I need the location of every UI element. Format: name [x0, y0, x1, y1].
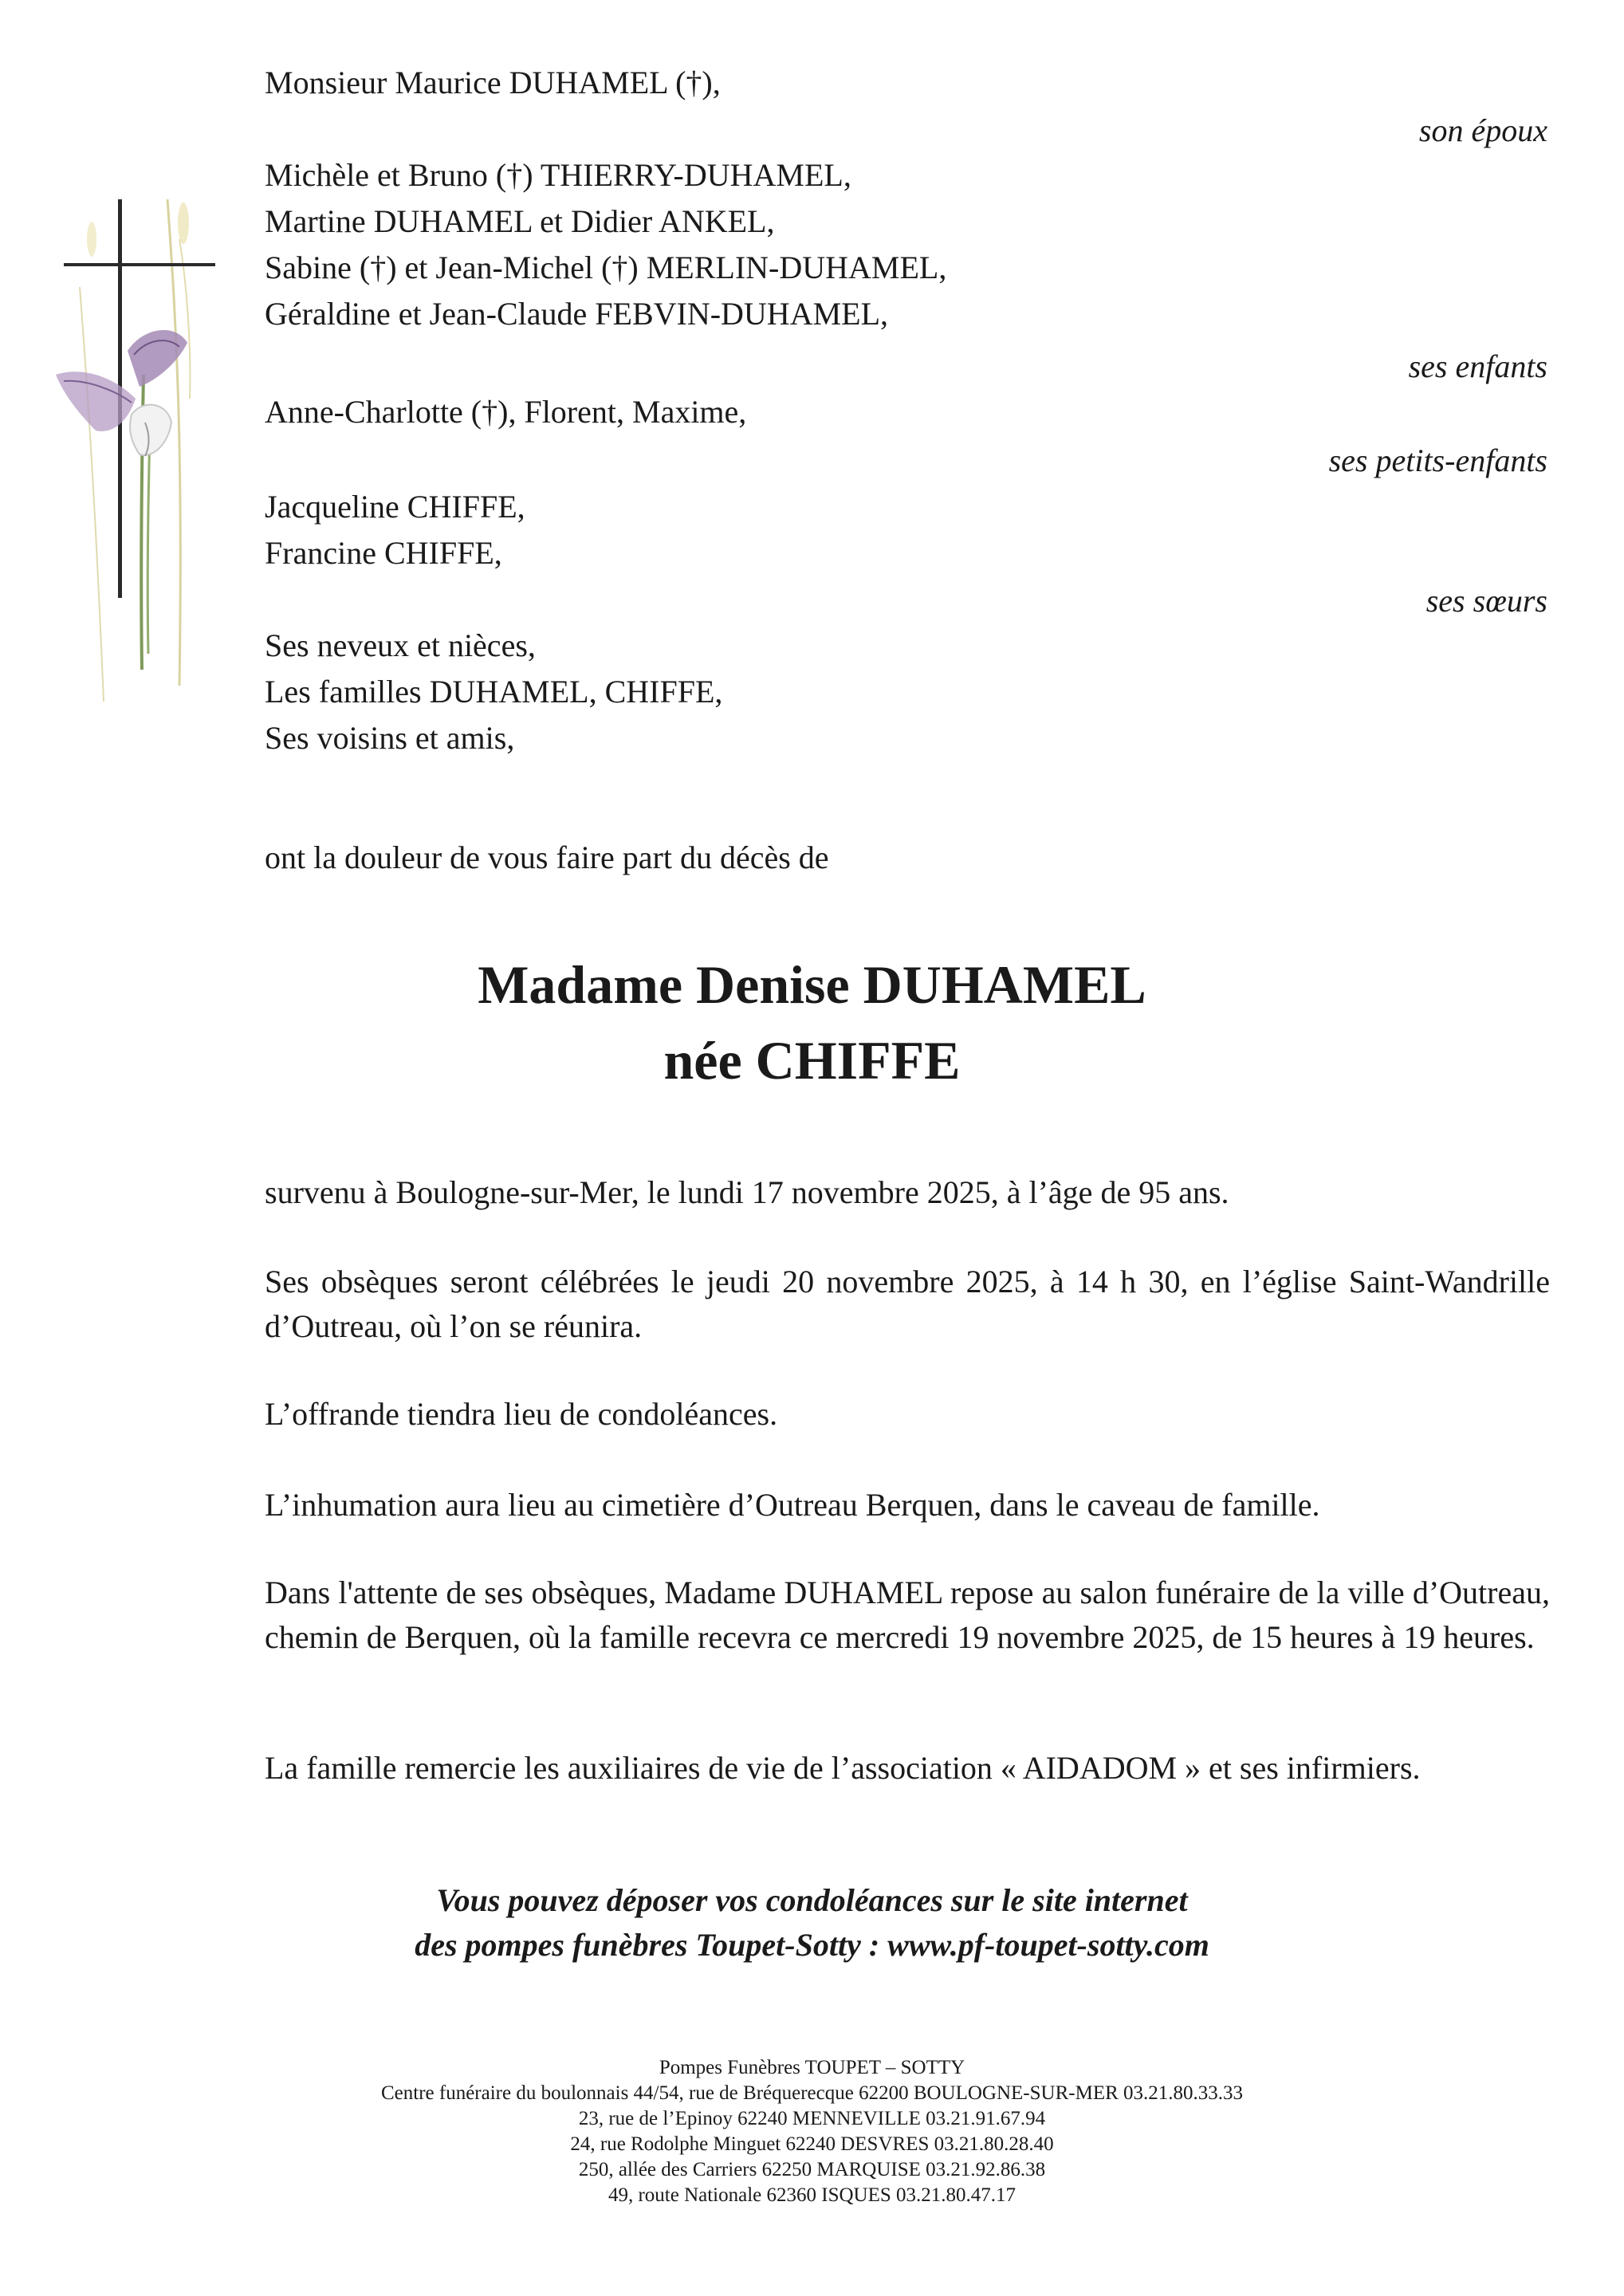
footer-address: Centre funéraire du boulonnais 44/54, rue de Bréquerecque 62200 BOULOGNE-SUR-MER 03.21.80.33.33	[380, 2082, 1244, 2104]
sisters-role: ses sœurs	[1425, 583, 1547, 619]
burial-paragraph: L’inhumation aura lieu au cimetière d’Outreau Berquen, dans le caveau de famille.	[265, 1487, 1320, 1523]
other-line: Les familles DUHAMEL, CHIFFE,	[265, 674, 723, 710]
footer-address: 49, route Nationale 62360 ISQUES 03.21.80.47.17	[608, 2184, 1016, 2206]
child-line: Martine DUHAMEL et Didier ANKEL,	[265, 203, 775, 239]
condolences-website-line: des pompes funèbres Toupet-Sotty : www.pf-toupet-sotty.com	[415, 1927, 1209, 1963]
other-line: Ses voisins et amis,	[265, 720, 515, 756]
sister-line: Jacqueline CHIFFE,	[265, 489, 525, 525]
child-line: Géraldine et Jean-Claude FEBVIN-DUHAMEL,	[265, 296, 889, 332]
grandchildren-line: Anne-Charlotte (†), Florent, Maxime,	[265, 394, 747, 430]
children-role: ses enfants	[1408, 348, 1547, 384]
condolences-line: Vous pouvez déposer vos condoléances sur le site internet	[436, 1882, 1188, 1918]
footer-company: Pompes Funèbres TOUPET – SOTTY	[659, 2057, 965, 2078]
grandchildren-role: ses petits-enfants	[1328, 442, 1547, 478]
viewing-paragraph: Dans l'attente de ses obsèques, Madame DUHAMEL repose au salon funéraire de la ville d’Outreau, chemin de Berquen, où la famille recevra ce mercredi 19 novembre 2025, de 15 heures à 19 heures.	[265, 1575, 1550, 1655]
spouse-name: Monsieur Maurice DUHAMEL (†),	[265, 65, 721, 100]
footer-address: 250, allée des Carriers 62250 MARQUISE 03.21.92.86.38	[578, 2159, 1046, 2180]
offering-paragraph: L’offrande tiendra lieu de condoléances.	[265, 1396, 778, 1432]
cross-with-lily-icon	[48, 191, 239, 718]
spouse-role: son époux	[1418, 112, 1547, 148]
footer-address: 24, rue Rodolphe Minguet 62240 DESVRES 03.21.80.28.40	[570, 2133, 1054, 2155]
child-line: Michèle et Bruno (†) THIERRY-DUHAMEL,	[265, 157, 851, 193]
announcement-text: ont la douleur de vous faire part du décès de	[265, 839, 829, 875]
deceased-name: Madame Denise DUHAMEL	[478, 954, 1146, 1015]
footer-address: 23, rue de l’Epinoy 62240 MENNEVILLE 03.21.91.67.94	[578, 2108, 1046, 2129]
other-line: Ses neveux et nièces,	[265, 627, 536, 663]
sister-line: Francine CHIFFE,	[265, 535, 502, 571]
funeral-paragraph: Ses obsèques seront célébrées le jeudi 20 novembre 2025, à 14 h 30, en l’église Saint-Wandrille d’Outreau, où l’on se réunira.	[265, 1264, 1550, 1344]
thanks-paragraph: La famille remercie les auxiliaires de vie de l’association « AIDADOM » et ses infirmiers.	[265, 1750, 1421, 1786]
child-line: Sabine (†) et Jean-Michel (†) MERLIN-DUHAMEL,	[265, 250, 947, 285]
death-paragraph: survenu à Boulogne-sur-Mer, le lundi 17 novembre 2025, à l’âge de 95 ans.	[265, 1174, 1229, 1210]
deceased-maiden-name: née CHIFFE	[663, 1030, 961, 1091]
